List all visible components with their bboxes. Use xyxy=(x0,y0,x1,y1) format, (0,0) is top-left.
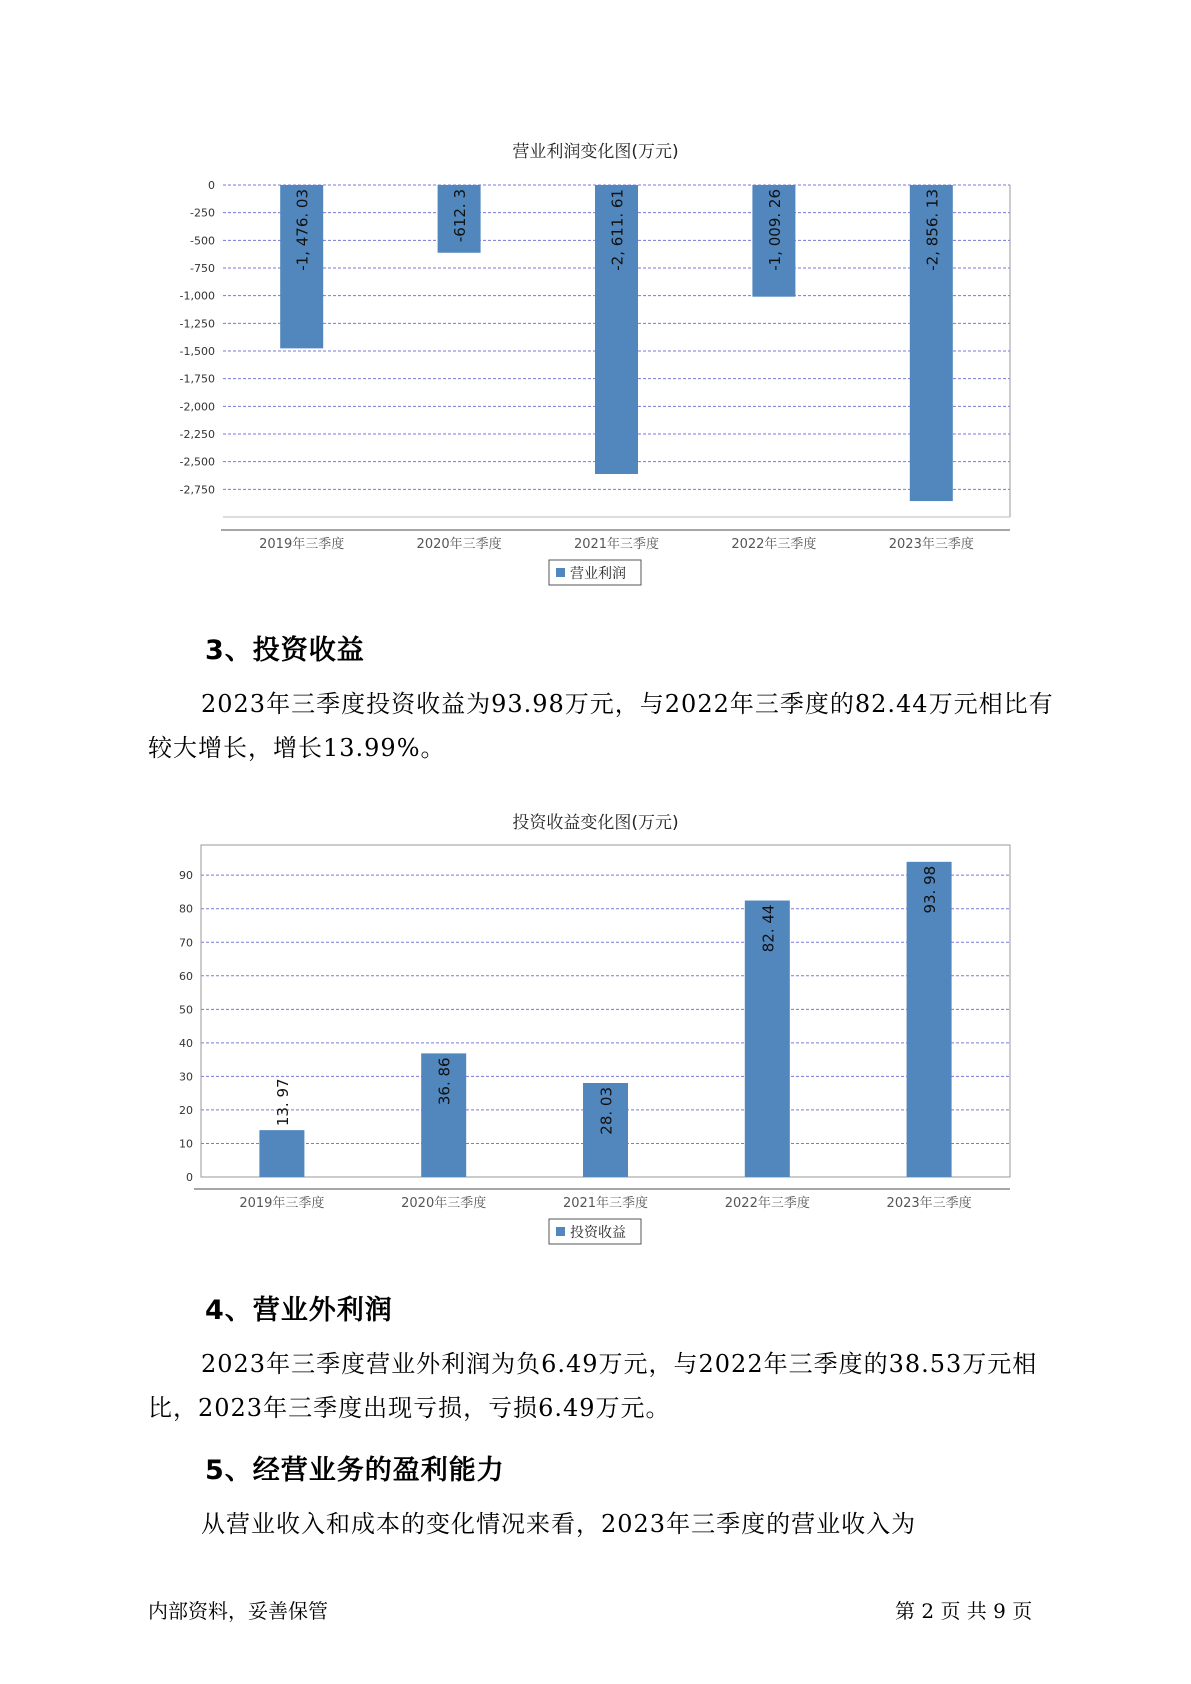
x-category-label: 2022年三季度 xyxy=(724,1196,810,1211)
y-tick-label: 60 xyxy=(179,969,193,983)
y-tick-label: -750 xyxy=(190,262,215,275)
y-tick-label: 0 xyxy=(186,1171,193,1184)
x-category-label: 2020年三季度 xyxy=(416,537,502,552)
bar-value-label: 93. 98 xyxy=(921,865,940,914)
bar-value-label: -2, 611. 61 xyxy=(608,189,627,271)
section-5-paragraph: 从营业收入和成本的变化情况来看，2023年三季度的营业收入为 xyxy=(201,1510,917,1538)
y-tick-label: 30 xyxy=(179,1070,193,1084)
investment-income-chart xyxy=(0,830,1191,1250)
bar-value-label: -1, 476. 03 xyxy=(293,189,312,271)
y-tick-label: -2,000 xyxy=(179,400,215,414)
section-3-heading: 3、投资收益 xyxy=(205,635,365,666)
y-tick-label: 90 xyxy=(179,869,193,883)
y-tick-label: 40 xyxy=(179,1036,193,1050)
bar-value-label: -1, 009. 26 xyxy=(765,189,784,271)
y-tick-label: -2,750 xyxy=(179,483,215,497)
bar-value-label: 36. 86 xyxy=(435,1057,454,1106)
section-5-heading: 5、经营业务的盈利能力 xyxy=(205,1455,505,1486)
legend-label: 投资收益 xyxy=(570,1225,626,1241)
x-category-label: 2019年三季度 xyxy=(239,1196,325,1211)
bar xyxy=(259,1130,304,1177)
chart1-title: 营业利润变化图(万元) xyxy=(512,142,679,162)
x-category-label: 2023年三季度 xyxy=(886,1196,972,1211)
y-tick-label: -500 xyxy=(190,234,215,248)
bar-value-label: 13. 97 xyxy=(273,1078,292,1127)
legend-label: 营业利润 xyxy=(570,566,626,582)
y-tick-label: -1,500 xyxy=(179,345,215,358)
bar-value-label: 82. 44 xyxy=(759,904,778,953)
x-category-label: 2020年三季度 xyxy=(401,1196,487,1211)
footer-confidential: 内部资料，妥善保管 xyxy=(148,1599,328,1623)
footer-page-number: 第 2 页 共 9 页 xyxy=(895,1599,1033,1623)
y-tick-label: -2,250 xyxy=(179,428,215,441)
x-category-label: 2021年三季度 xyxy=(562,1196,649,1211)
y-tick-label: 10 xyxy=(179,1137,193,1151)
bar-value-label: 28. 03 xyxy=(597,1087,616,1135)
y-tick-label: 70 xyxy=(179,936,193,950)
y-tick-label: -250 xyxy=(190,206,215,220)
x-category-label: 2021年三季度 xyxy=(573,537,660,552)
bar-value-label: -612. 3 xyxy=(451,188,470,243)
bar-value-label: -2, 856. 13 xyxy=(923,189,942,271)
y-tick-label: -1,750 xyxy=(179,372,215,386)
y-tick-label: 80 xyxy=(179,902,193,916)
section-4-paragraph: 2023年三季度营业外利润为负6.49万元，与2022年三季度的38.53万元相比，2023年三季度出现亏损，亏损6.49万元。 xyxy=(148,1350,1038,1422)
y-tick-label: 0 xyxy=(208,179,215,192)
y-tick-label: -1,000 xyxy=(179,289,215,303)
section-4-heading: 4、营业外利润 xyxy=(205,1295,393,1326)
legend-swatch xyxy=(556,1227,565,1236)
legend-swatch xyxy=(556,568,565,577)
x-category-label: 2022年三季度 xyxy=(731,537,817,552)
x-category-label: 2019年三季度 xyxy=(259,537,345,552)
y-tick-label: -2,500 xyxy=(179,455,215,469)
x-category-label: 2023年三季度 xyxy=(888,537,974,552)
y-tick-label: -1,250 xyxy=(179,317,215,331)
section-3-paragraph: 2023年三季度投资收益为93.98万元，与2022年三季度的82.44万元相比有较大增长，增长13.99%。 xyxy=(148,690,1054,762)
y-tick-label: 20 xyxy=(179,1103,193,1117)
y-tick-label: 50 xyxy=(179,1003,193,1017)
operating-profit-chart xyxy=(0,160,1191,580)
chart2-title: 投资收益变化图(万元) xyxy=(512,813,679,833)
